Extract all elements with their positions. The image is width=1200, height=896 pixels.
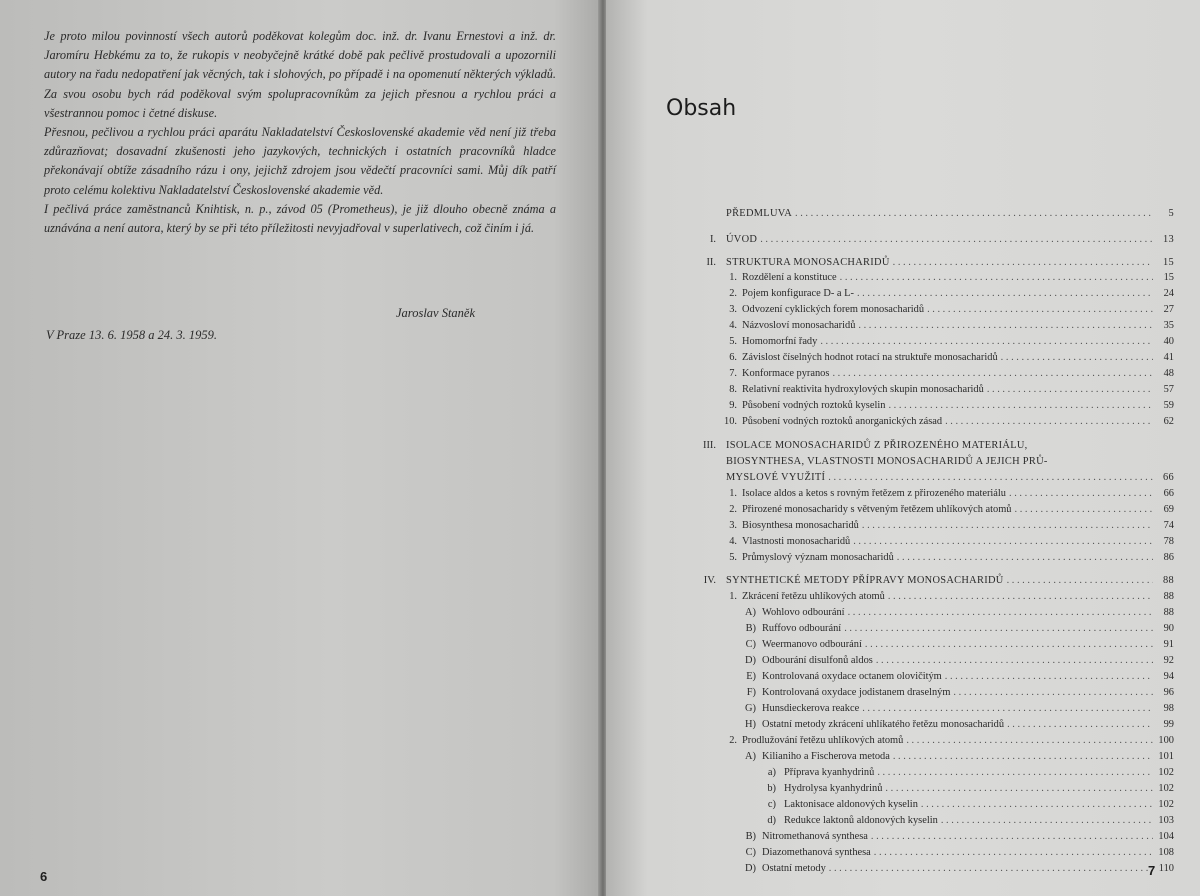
paragraph-2: Přesnou, pečlivou a rychlou práci aparátu Nakladatelství Československé akademie věd není již třeba zdůrazňovat; dosavadní zkušenosti jeho jazykových, technických i ostatních pracovníků hladce překonávají obtíže zásadního rázu i ony, jejichž zdrojem jsou vědečtí pracovníci sami. Můj dík patří proto celému kolektivu Nakladatelství Československé akademie věd. bbox=[44, 125, 556, 197]
toc-entry-iv-1[interactable]: Zkrácení řetězu uhlíkových atomů . . . 88 bbox=[742, 591, 1174, 602]
toc-entry-iv-2c[interactable]: Diazomethanová synthesa . . . 108 bbox=[762, 847, 1174, 858]
toc-entry-iv-1h[interactable]: Ostatní metody zkrácení uhlíkatého řetězu monosacharidů . . . 99 bbox=[762, 719, 1174, 730]
toc-prefix-ii-10: 10. bbox=[724, 416, 737, 427]
toc-entry-ii-9[interactable]: Působení vodných roztoků kyselin . . . 59 bbox=[742, 400, 1174, 411]
toc-prefix-iv: IV. bbox=[703, 575, 716, 586]
toc-entry-iii[interactable]: MYSLOVÉ VYUŽITÍ . . . 66 bbox=[726, 472, 1174, 483]
toc-prefix-iv-2b: B) bbox=[745, 831, 756, 842]
toc-prefix-iv-1e: E) bbox=[746, 671, 756, 682]
toc-entry-ii-3[interactable]: Odvození cyklických forem monosacharidů . . . 27 bbox=[742, 304, 1174, 315]
toc-entry-uvod[interactable]: ÚVOD . . . 13 bbox=[726, 234, 1174, 245]
toc-entry-iii-3[interactable]: Biosynthesa monosacharidů . . . 74 bbox=[742, 520, 1174, 531]
toc-entry-ii-8[interactable]: Relativní reaktivita hydroxylových skupin monosacharidů . . . 57 bbox=[742, 384, 1174, 395]
toc-entry-iv-2a-d[interactable]: Redukce laktonů aldonových kyselin . . . 103 bbox=[784, 815, 1174, 826]
toc-prefix-iv-2a-b: b) bbox=[767, 783, 776, 794]
toc-prefix-ii: II. bbox=[706, 257, 716, 268]
date-line: V Praze 13. 6. 1958 a 24. 3. 1959. bbox=[46, 328, 217, 342]
left-page-number: 6 bbox=[40, 869, 48, 884]
paragraph-3: I pečlivá práce zaměstnanců Knihtisk, n. p., závod 05 (Prometheus), je již dlouho obecně známa a uznávána a není autora, který by se při této příležitosti nevyjadřoval v superlativech, což činím i já. bbox=[44, 201, 556, 236]
toc-prefix-iv-1: 1. bbox=[729, 591, 737, 602]
toc-entry-ii-2[interactable]: Pojem konfigurace D- a L- . . . 24 bbox=[742, 288, 1174, 299]
toc-entry-iv-2d[interactable]: Ostatní metody . . . 110 bbox=[762, 863, 1174, 874]
toc-entry-predmluva[interactable]: PŘEDMLUVA . . . 5 bbox=[726, 208, 1174, 219]
toc-prefix-iv-2a: A) bbox=[745, 751, 756, 762]
toc-entry-iii-line1[interactable]: ISOLACE MONOSACHARIDŮ Z PŘIROZENÉHO MATERIÁLU, bbox=[726, 440, 1028, 451]
toc-entry-iv-2[interactable]: Prodlužování řetězu uhlíkových atomů . . . 100 bbox=[742, 735, 1174, 746]
toc-prefix-iv-2c: C) bbox=[745, 847, 756, 858]
toc-prefix-ii-1: 1. bbox=[729, 272, 737, 283]
toc-prefix-iii-4: 4. bbox=[729, 536, 737, 547]
toc-prefix-ii-6: 6. bbox=[729, 352, 737, 363]
toc-prefix-ii-4: 4. bbox=[729, 320, 737, 331]
toc-entry-iv-2a[interactable]: Kilianiho a Fischerova metoda . . . 101 bbox=[762, 751, 1174, 762]
toc-entry-iii-2[interactable]: Přirozené monosacharidy s větveným řetězem uhlíkových atomů . . . 69 bbox=[742, 504, 1174, 515]
toc-prefix-iv-1g: G) bbox=[745, 703, 756, 714]
toc-entry-ii-7[interactable]: Konformace pyranos . . . 48 bbox=[742, 368, 1174, 379]
toc-prefix-iii-2: 2. bbox=[729, 504, 737, 515]
toc-prefix-iv-2a-c: c) bbox=[767, 799, 776, 810]
toc-prefix-ii-5: 5. bbox=[729, 336, 737, 347]
toc-entry-iii-1[interactable]: Isolace aldos a ketos s rovným řetězem z přirozeného materiálu . . . 66 bbox=[742, 488, 1174, 499]
toc-prefix-iv-1d: D) bbox=[745, 655, 756, 666]
toc-prefix-iii-1: 1. bbox=[729, 488, 737, 499]
toc-prefix-ii-2: 2. bbox=[729, 288, 737, 299]
right-page-number: 7 bbox=[1148, 863, 1156, 878]
toc-prefix-iii-3: 3. bbox=[729, 520, 737, 531]
toc-entry-iv-2b[interactable]: Nitromethanová synthesa . . . 104 bbox=[762, 831, 1174, 842]
toc-prefix-iv-2a-d: d) bbox=[767, 815, 776, 826]
toc-entry-ii-10[interactable]: Působení vodných roztoků anorganických zásad . . . 62 bbox=[742, 416, 1174, 427]
toc-entry-iv[interactable]: SYNTHETICKÉ METODY PŘÍPRAVY MONOSACHARIDŮ . . . 88 bbox=[726, 575, 1174, 586]
toc-prefix-iv-2: 2. bbox=[729, 735, 737, 746]
toc-entry-iv-2a-b[interactable]: Hydrolysa kyanhydrinů . . . 102 bbox=[784, 783, 1174, 794]
toc-prefix-ii-8: 8. bbox=[729, 384, 737, 395]
toc-entry-iv-2a-a[interactable]: Příprava kyanhydrinů . . . 102 bbox=[784, 767, 1174, 778]
toc-entry-iv-1b[interactable]: Ruffovo odbourání . . . 90 bbox=[762, 623, 1174, 634]
toc-entry-iv-1g[interactable]: Hunsdieckerova reakce . . . 98 bbox=[762, 703, 1174, 714]
toc-entry-ii-5[interactable]: Homomorfní řady . . . 40 bbox=[742, 336, 1174, 347]
toc-prefix-ii-9: 9. bbox=[729, 400, 737, 411]
toc-entry-ii-4[interactable]: Názvosloví monosacharidů . . . 35 bbox=[742, 320, 1174, 331]
toc-prefix-iv-1b: B) bbox=[745, 623, 756, 634]
toc-entry-iii-5[interactable]: Průmyslový význam monosacharidů . . . 86 bbox=[742, 552, 1174, 563]
page-title: Obsah bbox=[666, 96, 737, 121]
toc-entry-iii-line2[interactable]: BIOSYNTHESA, VLASTNOSTI MONOSACHARIDŮ A JEJICH PRŮ- bbox=[726, 456, 1048, 467]
table-of-contents bbox=[606, 0, 1200, 896]
toc-entry-iv-1a[interactable]: Wohlovo odbourání . . . 88 bbox=[762, 607, 1174, 618]
right-page bbox=[606, 0, 1200, 896]
toc-prefix-iv-1f: F) bbox=[746, 687, 756, 698]
toc-prefix-iv-1h: H) bbox=[745, 719, 756, 730]
toc-entry-iii-4[interactable]: Vlastnosti monosacharidů . . . 78 bbox=[742, 536, 1174, 547]
toc-entry-ii[interactable]: STRUKTURA MONOSACHARIDŮ . . . 15 bbox=[726, 257, 1174, 268]
toc-prefix-iii-5: 5. bbox=[729, 552, 737, 563]
toc-entry-iv-1d[interactable]: Odbourání disulfonů aldos . . . 92 bbox=[762, 655, 1174, 666]
toc-entry-iv-1f[interactable]: Kontrolovaná oxydace jodistanem draselným . . . 96 bbox=[762, 687, 1174, 698]
toc-entry-ii-6[interactable]: Závislost číselných hodnot rotací na struktuře monosacharidů . . . 41 bbox=[742, 352, 1174, 363]
toc-entry-iv-1e[interactable]: Kontrolovaná oxydace octanem olovičitým . . . 94 bbox=[762, 671, 1174, 682]
toc-prefix-ii-7: 7. bbox=[729, 368, 737, 379]
toc-prefix-iv-2a-a: a) bbox=[767, 767, 776, 778]
toc-entry-ii-1[interactable]: Rozdělení a konstituce . . . 15 bbox=[742, 272, 1174, 283]
toc-prefix-ii-3: 3. bbox=[729, 304, 737, 315]
acknowledgement-text bbox=[44, 27, 556, 238]
toc-prefix-uvod: I. bbox=[709, 234, 716, 245]
toc-entry-iv-2a-c[interactable]: Laktonisace aldonových kyselin . . . 102 bbox=[784, 799, 1174, 810]
toc-prefix-iv-2d: D) bbox=[745, 863, 756, 874]
toc-entry-iv-1c[interactable]: Weermanovo odbourání . . . 91 bbox=[762, 639, 1174, 650]
toc-prefix-iii: III. bbox=[703, 440, 716, 451]
toc-prefix-iv-1a: A) bbox=[745, 607, 756, 618]
toc-prefix-iv-1c: C) bbox=[745, 639, 756, 650]
paragraph-1: Je proto milou povinností všech autorů poděkovat kolegům doc. inž. dr. Ivanu Ernestovi a inž. dr. Jaromíru Hebkému za to, že rukopis v neobyčejně krátké době pak pečlivě prostudovali a upozornili autory na řadu nedopatření jak věcných, tak i slohových, po případě i na opomenutí některých výkladů. Za svou osobu bych rád poděkoval svým spolupracovníkům za jejich přesnou a rychlou práci a všestrannou pomoc i četné diskuse. bbox=[44, 29, 556, 120]
signature: Jaroslav Staněk bbox=[396, 306, 476, 320]
